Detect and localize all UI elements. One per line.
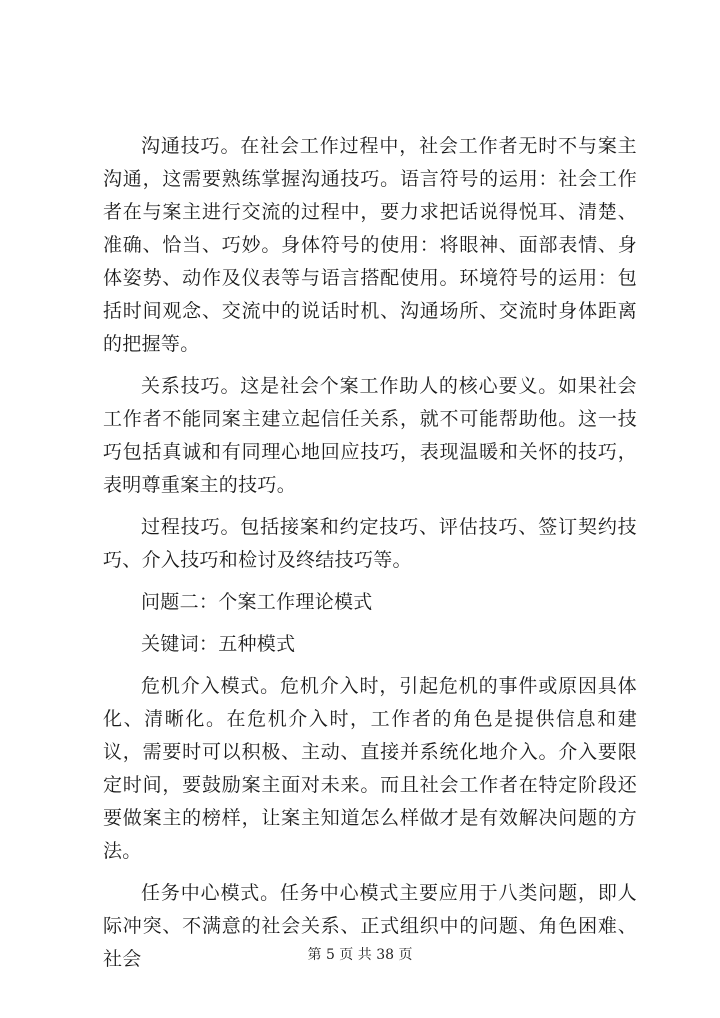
paragraph-communication-skills: 沟通技巧。在社会工作过程中，社会工作者无时不与案主沟通，这需要熟练掌握沟通技巧。语言符号的运用：社会工作者在与案主进行交流的过程中，要力求把话说得悦耳、清楚、准确、恰当、巧妙。身体符号的使用：将眼神、面部表情、身体姿势、动作及仪表等与语言搭配使用。环境符号的运用：包括时间观念、交流中的说话时机、沟通场所、交流时身体距离的把握等。 <box>103 135 637 355</box>
page-number-footer: 第 5 页 共 38 页 <box>307 947 413 963</box>
document-body <box>103 130 637 976</box>
paragraph-task-centered: 任务中心模式。任务中心模式主要应用于八类问题，即人际冲突、不满意的社会关系、正式组织中的问题、角色困难、社会 <box>103 882 637 970</box>
paragraph-process-skills: 过程技巧。包括接案和约定技巧、评估技巧、签订契约技巧、介入技巧和检讨及终结技巧等。 <box>103 516 637 571</box>
keywords-line: 关键词：五种模式 <box>141 633 296 655</box>
paragraph-crisis-intervention: 危机介入模式。危机介入时，引起危机的事件或原因具体化、清晰化。在危机介入时，工作者的角色是提供信息和建议，需要时可以积极、主动、直接并系统化地介入。介入要限定时间，要鼓励案主面对未来。而且社会工作者在特定阶段还要做案主的榜样，让案主知道怎么样做才是有效解决问题的方法。 <box>103 675 637 862</box>
paragraph-relationship-skills: 关系技巧。这是社会个案工作助人的核心要义。如果社会工作者不能同案主建立起信任关系，就不可能帮助他。这一技巧包括真诚和有同理心地回应技巧，表现温暖和关怀的技巧，表明尊重案主的技巧。 <box>103 375 637 496</box>
section-heading-question-two: 问题二：个案工作理论模式 <box>141 591 373 613</box>
